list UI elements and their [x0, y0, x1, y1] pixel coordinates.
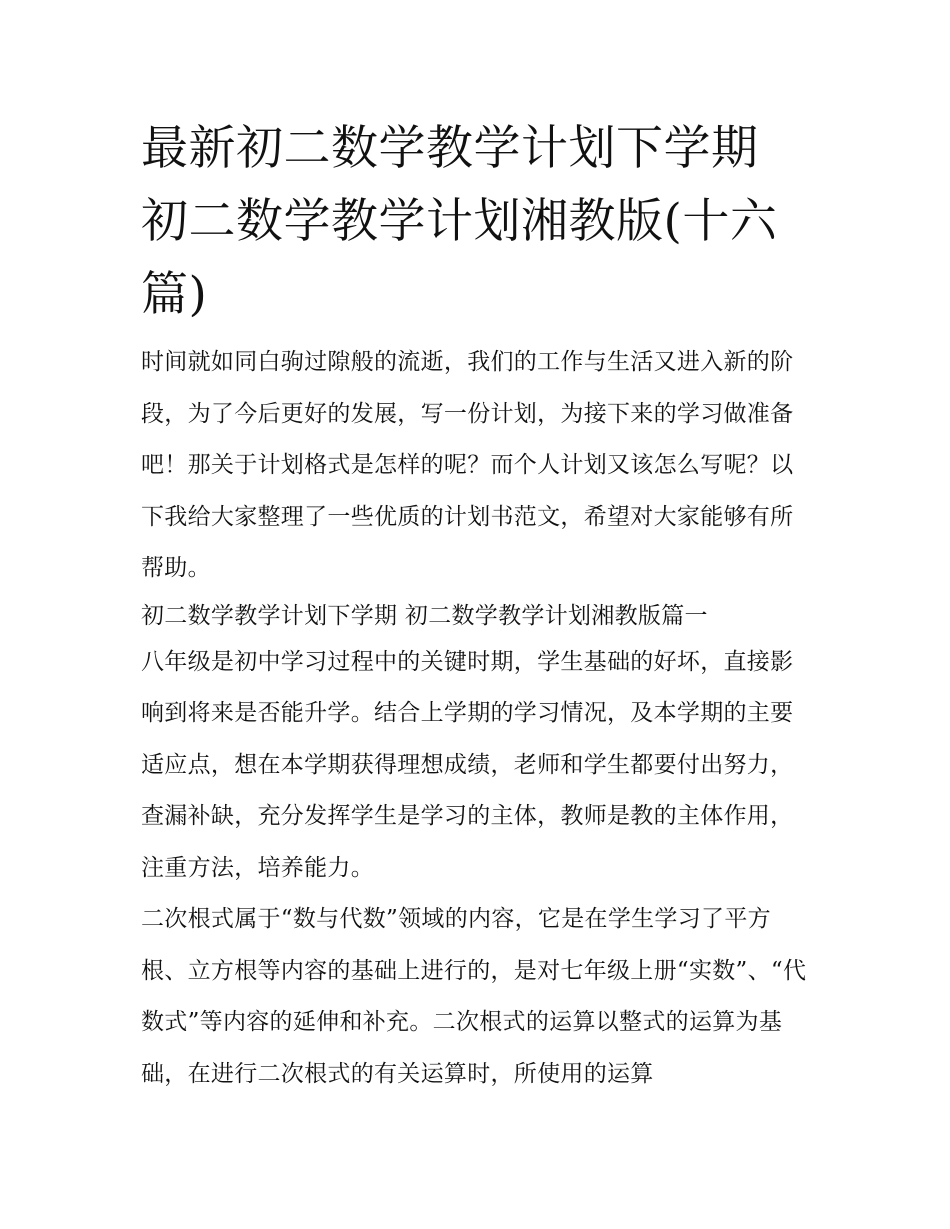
document-body	[141, 337, 816, 1100]
body-paragraph: 二次根式属于“数与代数”领域的内容，它是在学生学习了平方根、立方根等内容的基础上进行的，是对七年级上册“实数”、“代数式”等内容的延伸和补充。二次根式的运算以整式的运算为基础，在进行二次根式的有关运算时，所使用的运算	[141, 906, 807, 1087]
section-heading: 初二数学教学计划下学期 初二数学教学计划湘教版篇一	[141, 602, 708, 629]
body-paragraph: 八年级是初中学习过程中的关键时期，学生基础的好坏，直接影响到将来是否能升学。结合上学期的学习情况，及本学期的主要适应点，想在本学期获得理想成绩，老师和学生都要付出努力，查漏补缺，充分发挥学生是学习的主体，教师是教的主体作用，注重方法，培养能力。	[141, 648, 794, 881]
document-content	[141, 112, 816, 1100]
intro-paragraph: 时间就如同白驹过隙般的流逝，我们的工作与生活又进入新的阶段，为了今后更好的发展，写一份计划，为接下来的学习做准备吧！那关于计划格式是怎样的呢？而个人计划又该怎么写呢？以下我给大家整理了一些优质的计划书范文，希望对大家能够有所帮助。	[141, 349, 794, 581]
document-title: 最新初二数学教学计划下学期 初二数学教学计划湘教版(十六篇)	[141, 121, 778, 322]
